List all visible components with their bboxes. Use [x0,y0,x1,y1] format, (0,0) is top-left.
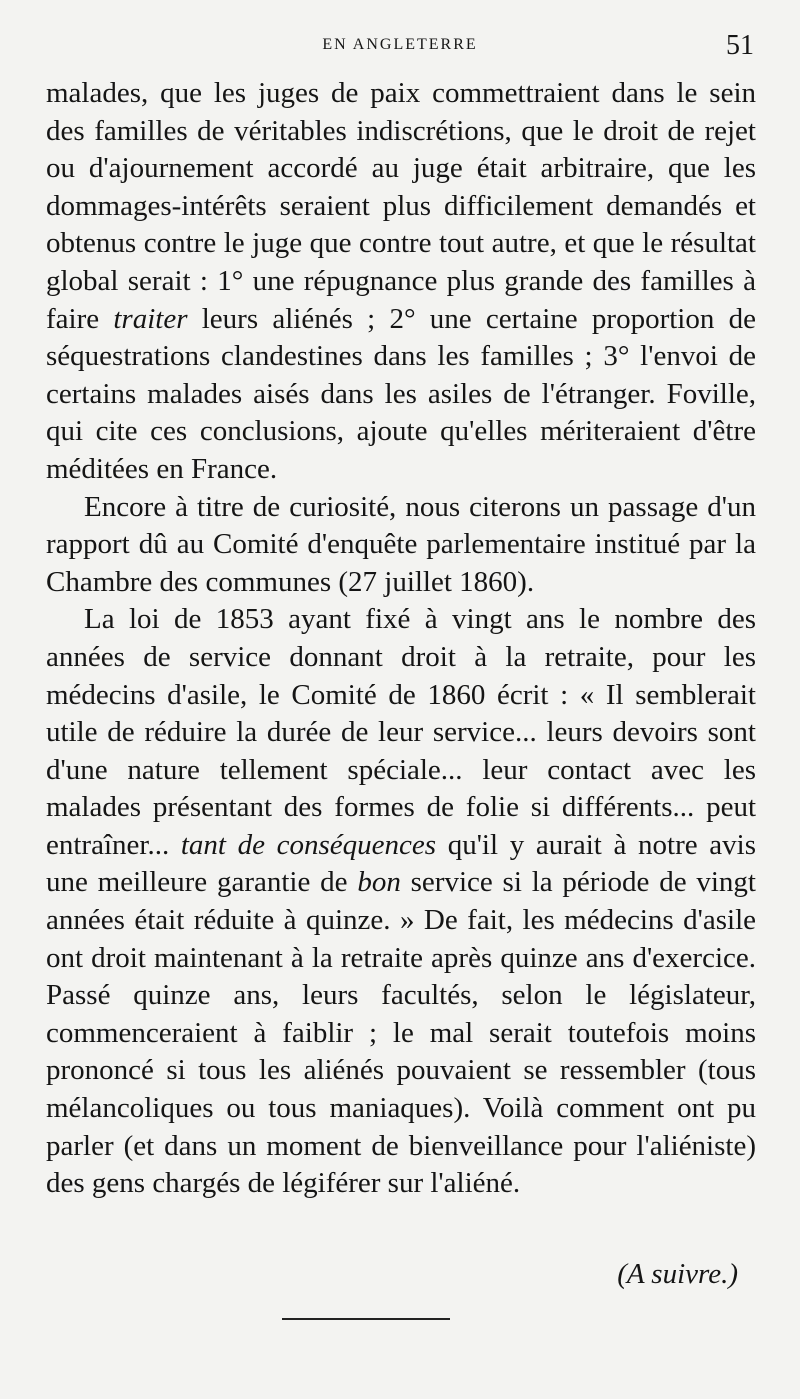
paragraph-1-text-a: malades, que les juges de paix commettraient dans le sein des familles de véritables indiscrétions, que le droit de rejet ou d'ajournement accordé au juge était arbitraire, que les dommages-intérêts seraient plus difficilement demandés et obtenus contre le juge que contre tout autre, et que le résultat global serait : 1° une répugnance plus grande des familles à faire [46,77,756,335]
divider-rule [282,1318,450,1320]
italic-traiter: traiter [113,302,188,335]
paragraph-3 [46,601,756,1203]
paragraph-1 [46,75,756,489]
paragraph-3-text-a: La loi de 1853 ayant fixé à vingt ans le nombre des années de service donnant droit à la retraite, pour les médecins d'asile, le Comité de 1860 écrit : « Il semblerait utile de réduire la durée de leur service... leurs devoirs sont d'une nature tellement spéciale... leur contact avec les malades présentant des formes de folie si différents... peut entraîner... [46,603,756,861]
to-be-continued: (A suivre.) [617,1258,738,1290]
italic-consequences: tant de conséquences [180,828,437,861]
running-head: EN ANGLETERRE [322,36,478,53]
page-number: 51 [726,30,754,61]
page-header [46,30,754,64]
italic-bon: bon [357,866,401,899]
paragraph-3-text-c: service si la période de vingt années était réduite à quinze. » De fait, les médecins d'asile ont droit maintenant à la retraite après quinze ans d'exercice. Passé quinze ans, leurs facultés, selon le législateur, commenceraient à faiblir ; le mal serait toutefois moins prononcé si tous les aliénés pouvaient se ressembler (tous mélancoliques ou tous maniaques). Voilà comment ont pu parler (et dans un moment de bienveillance pour l'aliéniste) des gens chargés de légiférer sur l'aliéné. [46,866,756,1200]
paragraph-3-text-b: qu'il y aurait à notre avis une meilleure garantie de [46,828,756,899]
body-text [46,75,756,1203]
paragraph-1-text-b: leurs aliénés ; 2° une certaine proportion de séquestrations clandestines dans les familles ; 3° l'envoi de certains malades aisés dans les asiles de l'étranger. Foville, qui cite ces conclusions, ajoute qu'elles mériteraient d'être méditées en France. [46,302,756,485]
paragraph-2: Encore à titre de curiosité, nous citerons un passage d'un rapport dû au Comité d'enquête parlementaire institué par la Chambre des communes (27 juillet 1860). [46,490,756,598]
